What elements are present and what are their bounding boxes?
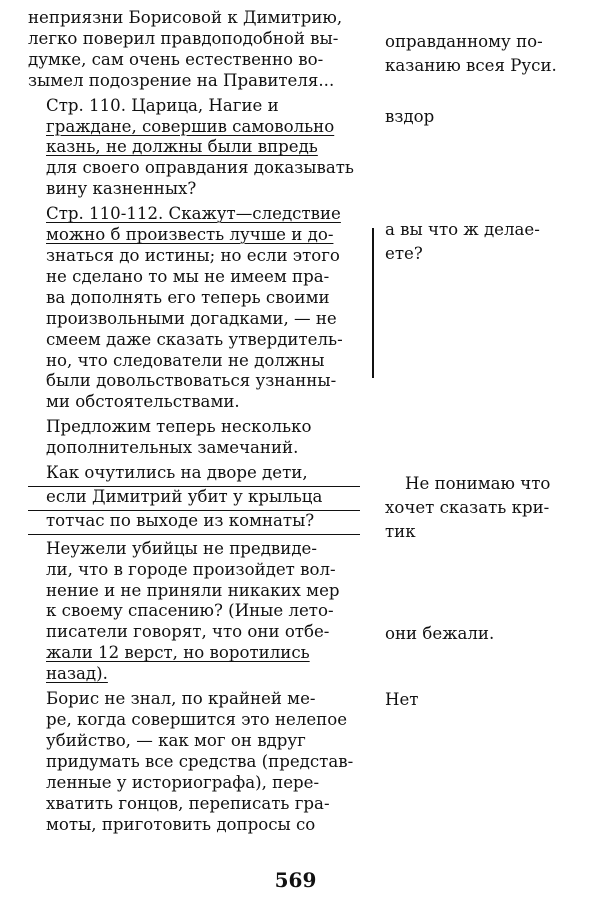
note-line: ете? bbox=[385, 244, 423, 263]
paragraph-4 bbox=[28, 417, 360, 459]
page-number: 569 bbox=[274, 868, 317, 892]
paragraph-3 bbox=[28, 204, 360, 413]
text-line: моты, приготовить допросы со bbox=[46, 814, 316, 834]
text-line-underlined: казнь, не должны были впредь bbox=[46, 137, 318, 157]
marginal-note-4b bbox=[385, 496, 565, 544]
text-line: не сделано то мы не имеем пра- bbox=[46, 266, 330, 286]
text-line: легко поверил правдоподобной вы- bbox=[28, 28, 339, 48]
text-line: ленные у историографа), пере- bbox=[46, 772, 320, 792]
text-line: ли, что в городе произойдет вол- bbox=[46, 559, 336, 579]
marginal-note-4 bbox=[405, 472, 585, 496]
note-line: а вы что ж делае- bbox=[385, 220, 540, 239]
text-line: ва дополнять его теперь своими bbox=[46, 287, 330, 307]
text-line: нение и не приняли никаких мер bbox=[46, 580, 340, 600]
note-line: вздор bbox=[385, 107, 435, 126]
text-line: ми обстоятельствами. bbox=[46, 392, 240, 412]
marginal-note-5 bbox=[385, 622, 565, 646]
marginal-note-1 bbox=[385, 30, 565, 78]
note-line: казанию всея Руси. bbox=[385, 56, 557, 75]
text-line: Предложим теперь несколько bbox=[46, 417, 312, 437]
text-line-underlined: назад). bbox=[46, 664, 108, 684]
note-line: хочет сказать кри- bbox=[385, 498, 550, 517]
text-line: неприязни Борисовой к Димитрию, bbox=[28, 8, 343, 27]
marginal-note-3 bbox=[385, 218, 565, 266]
text-line: дополнительных замечаний. bbox=[46, 438, 299, 458]
note-line: оправданному по- bbox=[385, 32, 543, 51]
text-line: смеем даже сказать утвердитель- bbox=[46, 329, 343, 349]
paragraph-7 bbox=[28, 689, 360, 835]
marginal-note-2 bbox=[385, 105, 565, 129]
text-line-underlined: жали 12 верст, но воротились bbox=[46, 643, 310, 663]
text-line: но, что следователи не должны bbox=[46, 350, 325, 370]
text-line-underlined: если Димитрий убит у крыльца bbox=[28, 487, 360, 511]
text-line: к своему спасению? (Иные лето- bbox=[46, 601, 334, 621]
note-line: тик bbox=[385, 522, 416, 541]
text-line: убийство, — как мог он вдруг bbox=[46, 730, 306, 750]
text-line: Неужели убийцы не предвиде- bbox=[46, 538, 317, 558]
text-line-underlined: Стр. 110-112. Скажут—следствие bbox=[46, 204, 341, 224]
paragraph-6 bbox=[28, 539, 360, 685]
text-line: придумать все средства (представ- bbox=[46, 751, 354, 771]
text-line: писатели говорят, что они отбе- bbox=[46, 622, 330, 642]
text-line: хватить гонцов, переписать гра- bbox=[46, 793, 330, 813]
text-line: знаться до истины; но если этого bbox=[46, 245, 340, 265]
text-line: Борис не знал, по крайней ме- bbox=[46, 689, 316, 709]
text-line-underlined: тотчас по выходе из комнаты? bbox=[28, 511, 360, 535]
note-line: Не понимаю что bbox=[405, 474, 551, 493]
text-line: для своего оправдания доказывать bbox=[46, 158, 354, 178]
note-line: они бежали. bbox=[385, 624, 495, 643]
marginal-note-6 bbox=[385, 688, 565, 712]
paragraph-5 bbox=[28, 463, 360, 535]
margin-vertical-mark bbox=[372, 228, 374, 378]
text-line: думке, сам очень естественно во- bbox=[28, 49, 324, 69]
text-line: ре, когда совершится это нелепое bbox=[46, 710, 348, 729]
text-line: были довольствоваться узнанны- bbox=[46, 371, 337, 391]
text-line-underlined: граждане, совершив самовольно bbox=[46, 116, 335, 136]
note-line: Нет bbox=[385, 690, 419, 709]
text-line: произвольными догадками, — не bbox=[46, 308, 337, 328]
text-line-underlined: можно б произвесть лучше и до- bbox=[46, 225, 334, 245]
paragraph-1 bbox=[28, 8, 360, 92]
main-text-column bbox=[28, 8, 360, 839]
text-line: Стр. 110. Царица, Нагие и bbox=[46, 95, 279, 115]
text-line: вину казненных? bbox=[46, 179, 197, 199]
paragraph-2 bbox=[28, 96, 360, 201]
text-line-underlined: Как очутились на дворе дети, bbox=[28, 463, 360, 487]
text-line: зымел подозрение на Правителя... bbox=[28, 70, 335, 90]
